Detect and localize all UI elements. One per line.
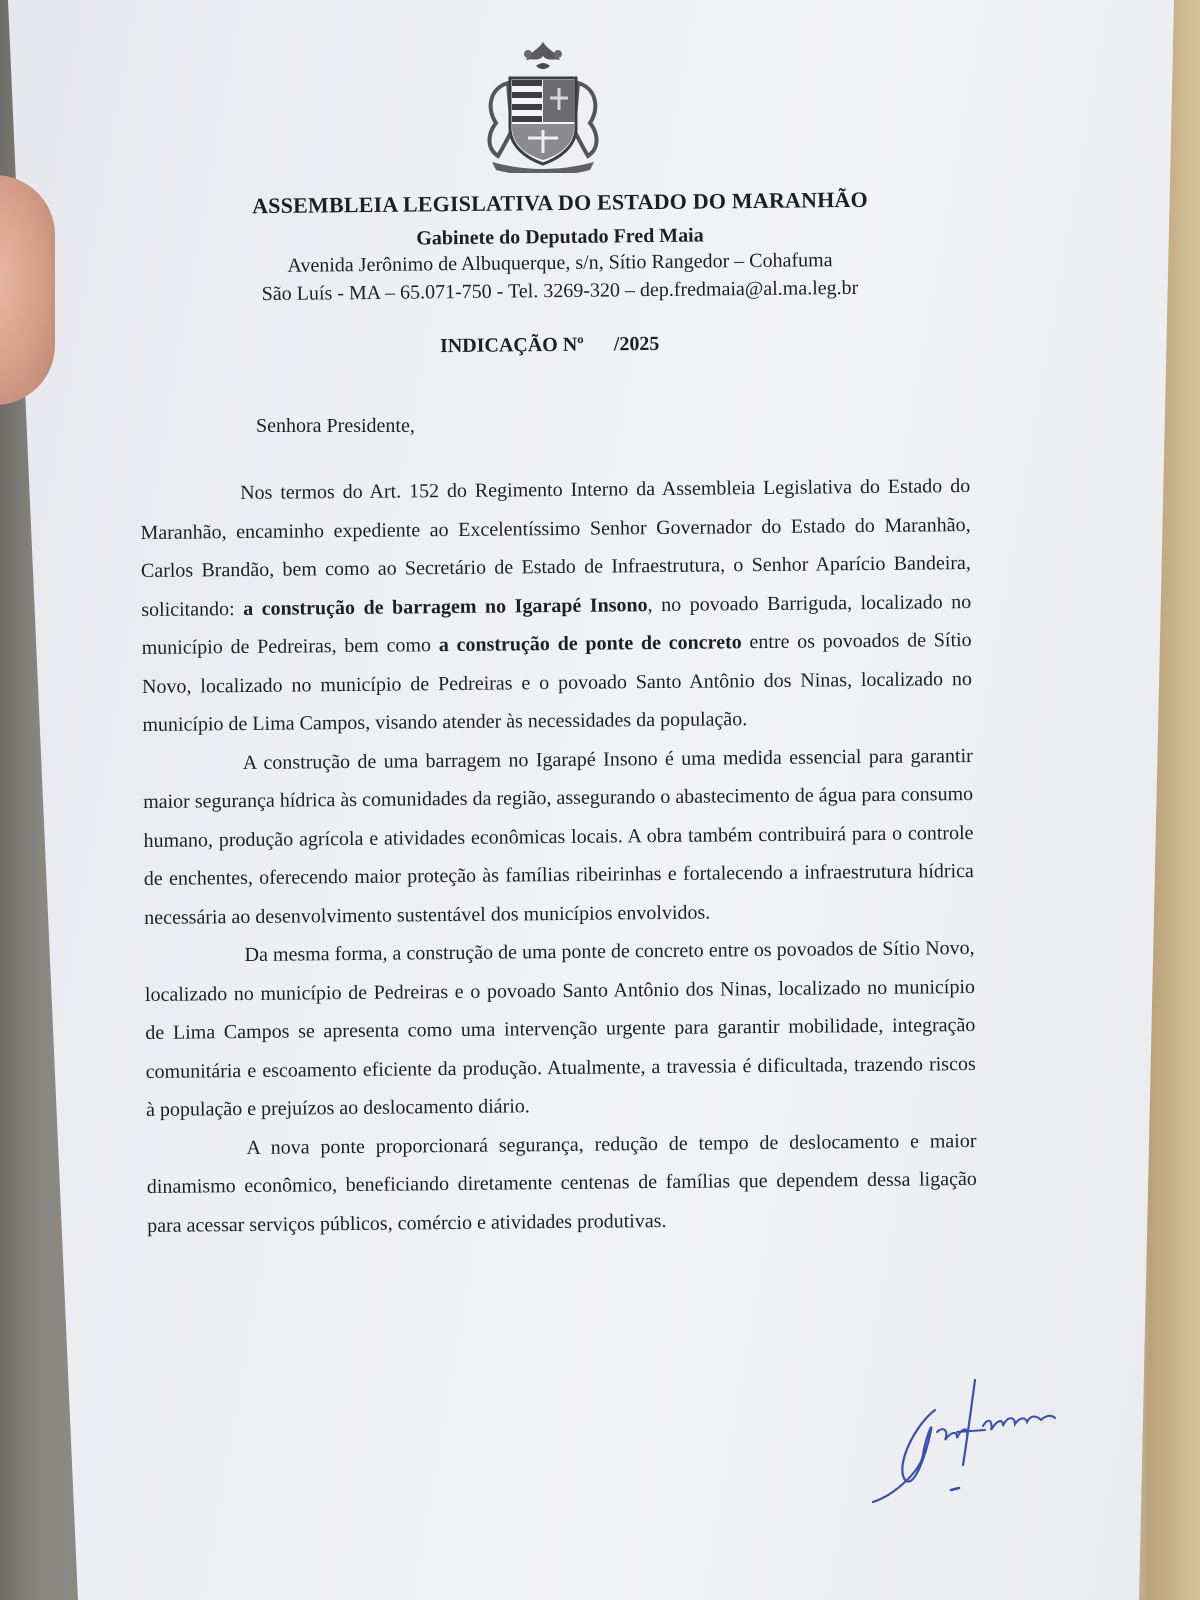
document-body (140, 467, 977, 1245)
paragraph-text: , no povoado Barriguda, localizado no município de Pedreiras, bem como (141, 590, 972, 659)
document-title: INDICAÇÃO Nº /2025 (439, 332, 660, 358)
address-line: Avenida Jerônimo de Albuquerque, s/n, Sítio Rangedor – Cohafuma (287, 249, 833, 277)
office-name: Gabinete do Deputado Fred Maia (416, 224, 704, 250)
handwritten-signature (865, 1370, 1065, 1510)
paragraph-dam: A construção de uma barragem no Igarapé Insono é uma medida essencial para garantir maior segurança hídrica às comunidades da região, assegurando o abastecimento de água para consumo humano, produção agrícola e atividades econômicas locais. A obra também contribuirá para o controle de enchentes, oferecendo maior proteção às famílias ribeirinhas e fortalecendo a infraestrutura hídrica necessária ao desenvolvimento sustentável dos municípios envolvidos. (143, 744, 974, 929)
institution-name: ASSEMBLEIA LEGISLATIVA DO ESTADO DO MARANHÃO (251, 186, 868, 219)
paragraph-text: Nos termos do Art. 152 do Regimento Interno da Assembleia Legislativa do Estado do Maranhão, encaminho expediente ao Excelentíssimo Senhor Governador do Estado do Maranhão, Carlos Brandão, bem como ao Secretário de Estado de Infraestrutura, o Senhor Aparício Bandeira, solicitando: (140, 475, 971, 621)
paragraph-text: entre os povoados de Sítio Novo, localizado no município de Pedreiras e o povoado Santo Antônio dos Ninas, localizado no município de Lima Campos, visando atender às necessidades da população. (141, 629, 973, 736)
paragraph-benefits: A nova ponte proporcionará segurança, redução de tempo de deslocamento e maior dinamismo econômico, beneficiando diretamente centenas de famílias que dependem dessa ligação para acessar serviços públicos, comércio e atividades produtivas. (146, 1129, 977, 1237)
paragraph-bridge: Da mesma forma, a construção de uma ponte de concreto entre os povoados de Sítio Novo, localizado no município de Pedreiras e o povoado Santo Antônio dos Ninas, localizado no município de Lima Campos se apresenta como uma intervenção urgente para garantir mobilidade, integração comunitária e escoamento eficiente da produção. Atualmente, a travessia é dificultada, trazendo riscos à população e prejuízos ao deslocamento diário. (144, 937, 976, 1121)
coat-of-arms-icon (478, 38, 608, 173)
bold-emphasis: a construção de ponte de concreto (438, 631, 742, 657)
contact-line: São Luís - MA – 65.071-750 - Tel. 3269-320 – dep.fredmaia@al.ma.leg.br (261, 276, 859, 306)
paragraph-request (140, 467, 973, 744)
holding-thumb (0, 175, 55, 405)
bold-emphasis: a construção de barragem no Igarapé Insono (243, 593, 648, 620)
salutation: Senhora Presidente, (256, 415, 415, 437)
